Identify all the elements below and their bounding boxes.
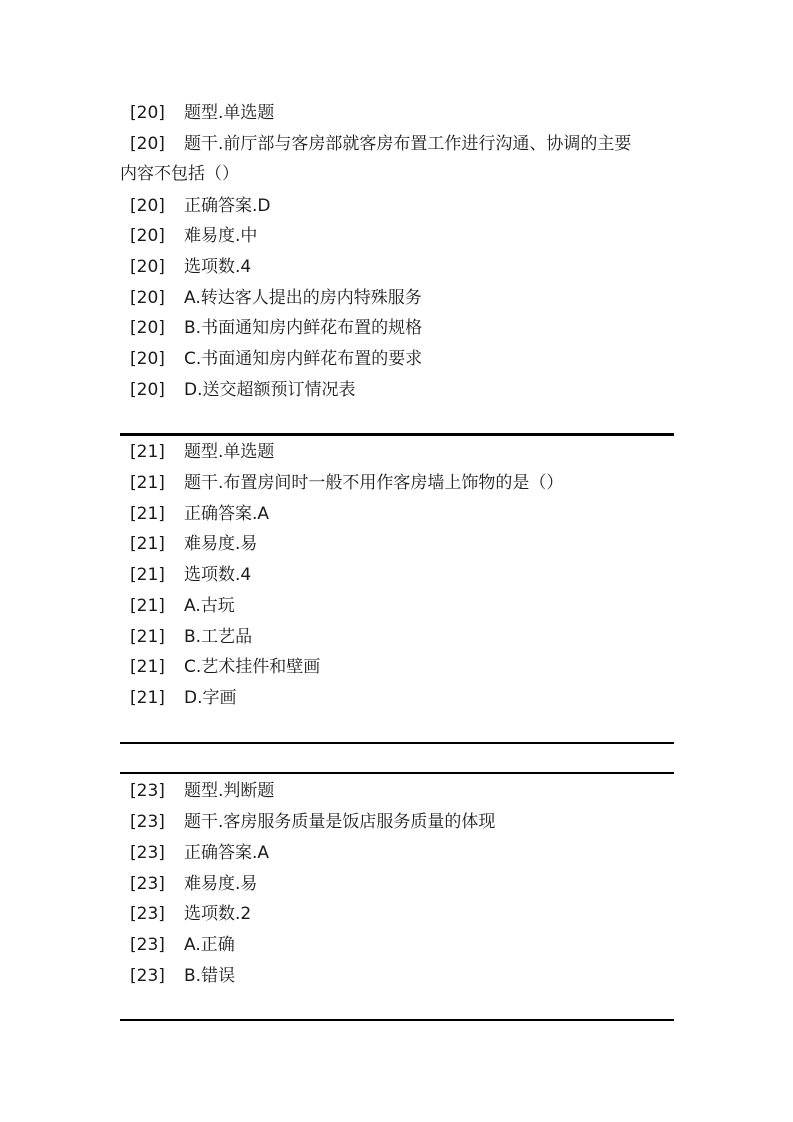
q23-difficulty-line	[130, 873, 257, 895]
q20-num: [20]	[130, 226, 165, 246]
q23-stem-line	[130, 811, 495, 833]
q20-option-d-line	[130, 379, 356, 401]
q21-option-count: 选项数.4	[184, 565, 252, 585]
q20-stem: 题干.前厅部与客房部就客房布置工作进行沟通、协调的主要	[184, 134, 632, 154]
q20-option-a: A.转达客人提出的房内特殊服务	[184, 288, 422, 308]
q21-num: [21]	[130, 627, 165, 647]
q20-difficulty-line	[130, 225, 257, 247]
q21-option-c: C.艺术挂件和壁画	[184, 657, 321, 677]
q21-answer: 正确答案.A	[184, 504, 270, 524]
q20-stem-continuation: 内容不包括（）	[120, 164, 239, 184]
q21-option-d-line	[130, 687, 237, 709]
q21-num: [21]	[130, 688, 165, 708]
q20-type-line	[130, 102, 274, 124]
q20-num: [20]	[130, 257, 165, 277]
q21-stem-line	[130, 472, 563, 494]
q20-type: 题型.单选题	[184, 103, 275, 123]
q21-type: 题型.单选题	[184, 442, 275, 462]
q23-option-count: 选项数.2	[184, 904, 252, 924]
q23-num: [23]	[130, 904, 165, 924]
q23-num: [23]	[130, 935, 165, 955]
q23-option-a-line	[130, 934, 235, 956]
q23-num: [23]	[130, 874, 165, 894]
q21-type-line	[130, 441, 274, 463]
q23-num: [23]	[130, 966, 165, 986]
q21-num: [21]	[130, 504, 165, 524]
section-divider	[120, 1019, 674, 1021]
q21-num: [21]	[130, 534, 165, 554]
q23-type-line	[130, 780, 274, 802]
q20-option-b-line	[130, 317, 422, 339]
q21-option-d: D.字画	[184, 688, 237, 708]
q21-num: [21]	[130, 442, 165, 462]
q23-num: [23]	[130, 843, 165, 863]
q23-stem: 题干.客房服务质量是饭店服务质量的体现	[184, 812, 496, 832]
q20-option-count-line	[130, 256, 251, 278]
q20-num: [20]	[130, 318, 165, 338]
q20-num: [20]	[130, 134, 165, 154]
q21-option-c-line	[130, 656, 320, 678]
q21-option-count-line	[130, 564, 251, 586]
q21-option-a: A.古玩	[184, 596, 235, 616]
q21-option-a-line	[130, 595, 235, 617]
q20-num: [20]	[130, 196, 165, 216]
q23-num: [23]	[130, 812, 165, 832]
q21-difficulty-line	[130, 533, 257, 555]
q23-answer-line	[130, 842, 269, 864]
q20-option-b: B.书面通知房内鲜花布置的规格	[184, 318, 423, 338]
q23-option-count-line	[130, 903, 251, 925]
q21-option-b-line	[130, 626, 252, 648]
q21-num: [21]	[130, 565, 165, 585]
q23-type: 题型.判断题	[184, 781, 275, 801]
q20-num: [20]	[130, 349, 165, 369]
q23-answer: 正确答案.A	[184, 843, 270, 863]
q21-answer-line	[130, 503, 269, 525]
q20-option-c-line	[130, 348, 422, 370]
q20-option-a-line	[130, 287, 422, 309]
q21-num: [21]	[130, 657, 165, 677]
q21-stem: 题干.布置房间时一般不用作客房墙上饰物的是（）	[184, 473, 564, 493]
q20-stem-line	[130, 133, 631, 155]
q20-option-count: 选项数.4	[184, 257, 252, 277]
q20-answer-line	[130, 195, 271, 217]
q20-option-c: C.书面通知房内鲜花布置的要求	[184, 349, 423, 369]
q21-difficulty: 难易度.易	[184, 534, 258, 554]
q23-difficulty: 难易度.易	[184, 874, 258, 894]
section-divider	[120, 433, 674, 436]
q21-num: [21]	[130, 596, 165, 616]
q20-num: [20]	[130, 288, 165, 308]
q20-num: [20]	[130, 103, 165, 123]
q23-num: [23]	[130, 781, 165, 801]
q20-difficulty: 难易度.中	[184, 226, 258, 246]
q20-option-d: D.送交超额预订情况表	[184, 380, 356, 400]
q23-option-a: A.正确	[184, 935, 235, 955]
q21-num: [21]	[130, 473, 165, 493]
section-divider	[120, 742, 674, 744]
q21-option-b: B.工艺品	[184, 627, 253, 647]
q20-num: [20]	[130, 380, 165, 400]
q23-option-b-line	[130, 965, 235, 987]
q20-answer: 正确答案.D	[184, 196, 271, 216]
section-divider	[120, 772, 674, 774]
q23-option-b: B.错误	[184, 966, 236, 986]
